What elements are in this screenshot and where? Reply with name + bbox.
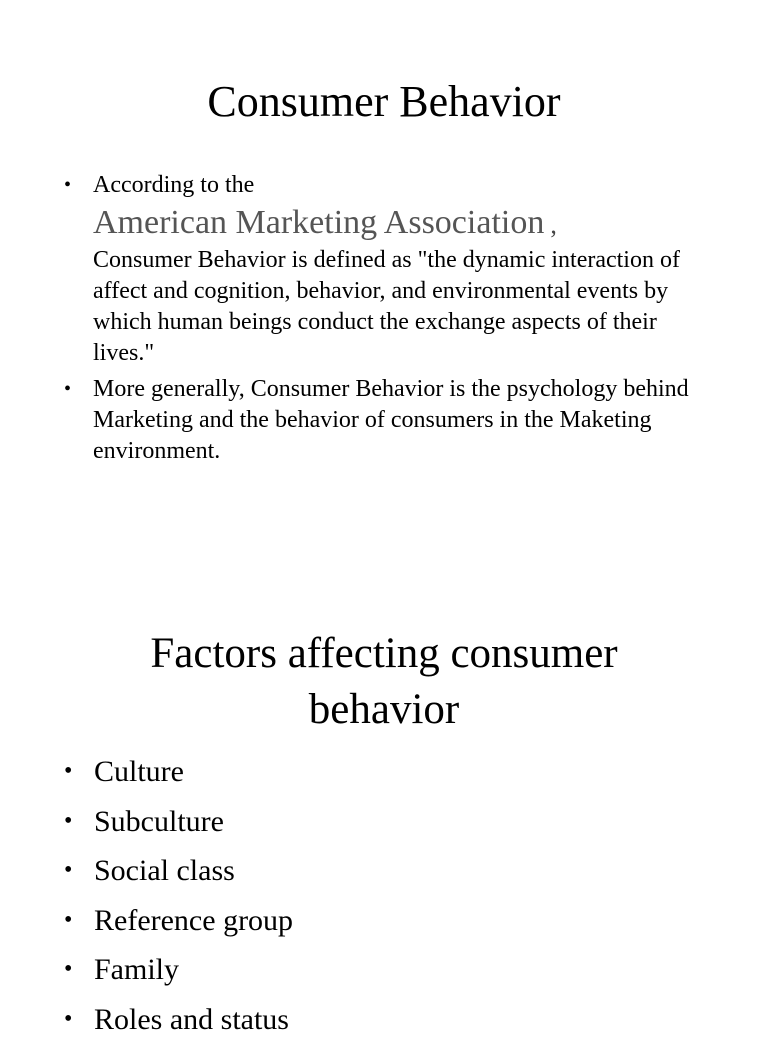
slide-consumer-behavior xyxy=(0,0,768,512)
factor-label: Subculture xyxy=(94,805,224,838)
list-item xyxy=(62,797,662,847)
list-item xyxy=(62,945,662,995)
list-item xyxy=(62,846,662,896)
factor-label: Culture xyxy=(94,755,184,788)
factor-label: Social class xyxy=(94,854,235,887)
slide-factors xyxy=(0,512,768,1024)
organization-name: American Marketing Association xyxy=(93,201,544,245)
organization-comma: , xyxy=(550,210,557,239)
list-item xyxy=(62,747,662,797)
bullet-icon: • xyxy=(64,995,72,1044)
bullet-icon: • xyxy=(64,896,72,946)
bullet-intro-text: According to the xyxy=(93,172,254,198)
factor-label: Family xyxy=(94,953,179,986)
bullet-icon: • xyxy=(64,747,72,797)
bullet-list xyxy=(60,170,720,472)
bullet-icon: • xyxy=(64,170,71,201)
bullet-icon: • xyxy=(64,797,72,847)
list-item xyxy=(62,896,662,946)
factor-label: Reference group xyxy=(94,904,293,937)
slide-title: Consumer Behavior xyxy=(0,76,768,128)
factor-list xyxy=(62,747,662,1044)
general-definition-text: More generally, Consumer Behavior is the psychology behind Marketing and the behavior of consumers in the Maketing environment. xyxy=(93,376,689,464)
definition-text: Consumer Behavior is defined as "the dynamic interaction of affect and cognition, behavior, and environmental events by which human beings conduct the exchange aspects of their lives." xyxy=(93,247,680,366)
list-item xyxy=(62,995,662,1044)
factor-label: Roles and status xyxy=(94,1003,289,1036)
bullet-icon: • xyxy=(64,846,72,896)
bullet-icon: • xyxy=(64,374,71,405)
bullet-icon: • xyxy=(64,945,72,995)
list-item xyxy=(60,170,720,369)
organization-line xyxy=(93,201,720,245)
slide-title: Factors affecting consumer behavior xyxy=(100,626,668,738)
list-item xyxy=(60,374,720,467)
